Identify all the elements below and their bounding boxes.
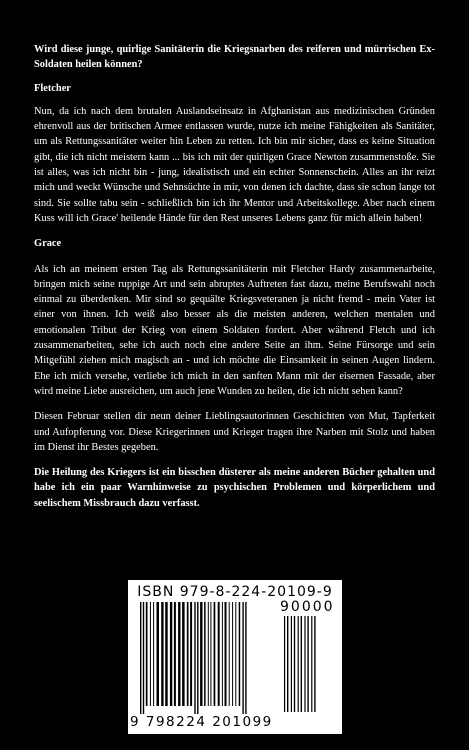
barcode-bar bbox=[208, 602, 209, 706]
addon-bar bbox=[304, 616, 305, 712]
barcode-guard-bar bbox=[197, 602, 198, 714]
content-warning: Die Heilung des Kriegers ist ein bisschen düsterer als meine anderen Bücher gehalten und habe ich ein paar Warnhinweise zu psychischen Problemen und körperlichem und seelischem Missbrauch dazu verfasst. bbox=[34, 467, 435, 509]
barcode-bar bbox=[178, 602, 180, 706]
barcode-bar bbox=[210, 602, 211, 706]
series-description: Diesen Februar stellen dir neun deiner Lieblingsautorinnen Geschichten von Mut, Tapferkeit und Aufopferung vor. Diese Kriegerinnen und Krieger tragen ihre Narben mit Stolz und haben im Dienst ihr Bestes gegeben. bbox=[34, 411, 435, 453]
barcode-bar bbox=[235, 602, 236, 706]
barcode-bar bbox=[174, 602, 176, 706]
barcode-guard-bar bbox=[194, 602, 195, 714]
isbn-barcode bbox=[128, 580, 342, 734]
barcode-bar bbox=[182, 602, 185, 706]
isbn-label: ISBN 979-8-224-20109-9 bbox=[137, 584, 333, 600]
addon-bar bbox=[294, 616, 295, 712]
barcode-bar bbox=[170, 602, 172, 706]
barcode-bar bbox=[165, 602, 168, 706]
barcode-guard-bar bbox=[245, 602, 246, 714]
barcode-bar bbox=[190, 602, 192, 706]
barcode-bar bbox=[187, 602, 189, 706]
barcode-bar bbox=[157, 602, 160, 706]
addon-bar bbox=[301, 616, 302, 712]
addon-bar bbox=[287, 616, 288, 712]
barcode-bar bbox=[229, 602, 230, 706]
barcode-bar bbox=[161, 602, 163, 706]
addon-bar bbox=[291, 616, 292, 712]
barcode-bar bbox=[239, 602, 241, 706]
barcode-bar bbox=[214, 602, 216, 706]
barcode-guard-bar bbox=[143, 602, 144, 714]
addon-bar bbox=[307, 616, 308, 712]
ean13-barcode-bars bbox=[138, 602, 276, 714]
barcode-addon-number: 90000 bbox=[280, 599, 335, 615]
tagline: Wird diese junge, quirlige Sanitäterin die Kriegsnarben des reiferen und mürrischen Ex-Soldaten heilen können? bbox=[34, 44, 435, 71]
addon-bar bbox=[311, 616, 312, 712]
section-heading-grace: Grace bbox=[34, 238, 62, 250]
barcode-bar bbox=[225, 602, 227, 706]
barcode-bar bbox=[200, 602, 202, 706]
barcode-guard-bar bbox=[242, 602, 243, 714]
barcode-bar bbox=[146, 602, 148, 706]
grace-blurb: Als ich an meinem ersten Tag als Rettungssanitäterin mit Fletcher Hardy zusammenarbeite, bringen mich seine ruppige Art und sein abruptes Auftreten fast dazu, meine Berufswahl noch einmal zu überdenken. Mir sind so gequälte Kriegsveteranen ja nicht fremd - mein Vater ist einer von ihnen. Ich weiß also besser als die meisten anderen, welchen mentalen und emotionalen Tribut der Krieg von einem Soldaten fordert. Aber während Fletch und ich zusammenarbeiten, sehe ich auch noch eine andere Seite an ihm. Seine Fürsorge und sein Mitgefühl ziehen mich magisch an - und ich möchte die Einsamkeit in seinen Augen lindern. Ehe ich mich versehe, verliebe ich mich in den sanften Mann mit der eisernen Fassade, aber wird meine Liebe ausreichen, um auch jene Wunden zu heilen, die ich nicht sehen kann? bbox=[34, 263, 435, 397]
barcode-guard-bar bbox=[140, 602, 141, 714]
barcode-digits: 9 798224 201099 bbox=[130, 714, 273, 730]
addon-bar bbox=[298, 616, 299, 712]
barcode-bar bbox=[204, 602, 206, 706]
addon-bar bbox=[284, 616, 285, 712]
barcode-bar bbox=[222, 602, 223, 706]
barcode-bar bbox=[153, 602, 154, 706]
barcode-bar bbox=[218, 602, 220, 706]
addon-barcode-bars bbox=[283, 616, 335, 712]
barcode-bar bbox=[150, 602, 151, 706]
fletcher-blurb: Nun, da ich nach dem brutalen Auslandseinsatz in Afghanistan aus medizinischen Gründen ehrenvoll aus der britischen Armee entlassen wurde, nutze ich meine Fähigkeiten als Sanitäter, um als Rettungssanitäter weiter hin Leben zu retten. Ich bin mir sicher, dass es keine Situation gibt, die ich nicht meistern kann ... bis ich mit der quirligen Grace Newton zusammenstoße. Sie ist alles, was ich nicht bin - jung, idealistisch und ein echter Sonnenschein. Alles an ihr reizt mich und weckt Wünsche und Sehnsüchte in mir, von denen ich dachte, dass sie schon lange tot sind. Sie sollte tabu sein - schließlich bin ich ihr Mentor und Arbeitskollege. Aber nach einem Kuss will ich Grace' heilende Hände für den Rest unseres Lebens ganz für mich allein haben! bbox=[34, 105, 435, 224]
section-heading-fletcher: Fletcher bbox=[34, 82, 71, 94]
addon-bar bbox=[314, 616, 315, 712]
barcode-bar bbox=[232, 602, 233, 706]
